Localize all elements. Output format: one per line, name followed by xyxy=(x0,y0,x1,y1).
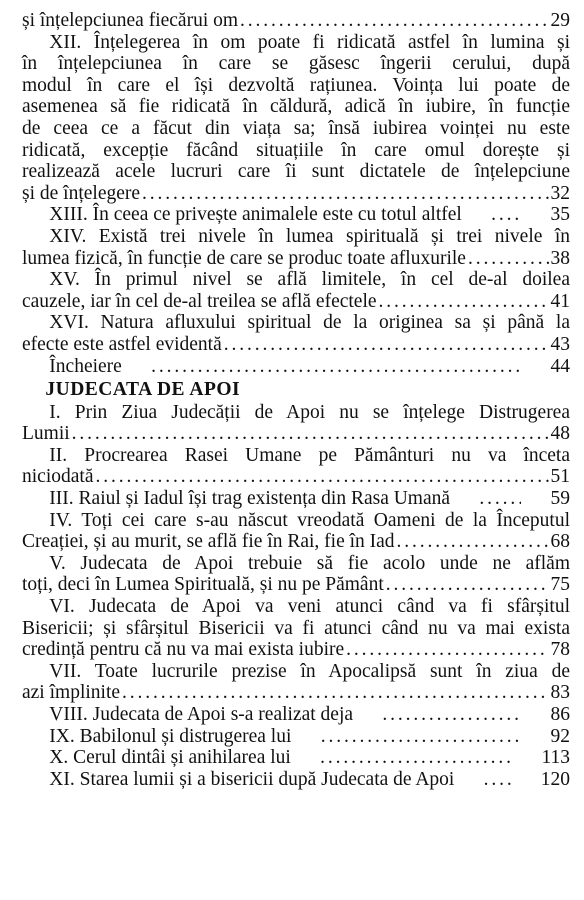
toc-entry-text: modul în care el își dezvoltă rațiunea. Voința lui poate de xyxy=(22,74,570,96)
toc-entry-text: cauzele, iar în cel de-al treilea se află efectele xyxy=(22,290,377,312)
dot-leader xyxy=(95,466,548,488)
dot-leader xyxy=(122,682,548,704)
toc-entry xyxy=(22,747,570,769)
dot-leader xyxy=(464,204,521,226)
page-number: 43 xyxy=(550,333,570,355)
dot-leader xyxy=(142,183,548,205)
page-number: 38 xyxy=(550,247,570,269)
toc-entry-text: XVI. Natura afluxului spiritual de la originea sa și până la xyxy=(49,312,570,334)
toc-entry-text: XIII. În ceea ce privește animalele este cu totul altfel xyxy=(49,204,462,226)
toc-entry-text: efecte este astfel evidentă xyxy=(22,333,222,355)
toc-entry-text: VIII. Judecata de Apoi s-a realizat deja xyxy=(49,704,354,725)
toc-entry xyxy=(22,312,570,355)
toc-entry-text: I. Prin Ziua Judecății de Apoi nu se înțelege Distrugerea xyxy=(49,401,570,423)
toc-entry-text: de ceea ce a făcut din viața sa; însă iubirea voinței nu este xyxy=(22,117,570,139)
dot-leader xyxy=(293,726,521,748)
page-number: 78 xyxy=(550,639,570,661)
toc-entry-text: VII. Toate lucrurile prezise în Apocalipsă sunt în ziua de xyxy=(49,660,570,682)
toc-entry xyxy=(22,661,570,704)
toc-entry-text: IX. Babilonul și distrugerea lui xyxy=(49,725,292,747)
toc-entry-text: XII. Înțelegerea în om poate fi ridicată astfel în lumina și xyxy=(49,31,570,53)
page-number: 48 xyxy=(550,423,570,445)
dot-leader xyxy=(468,248,549,270)
dot-leader xyxy=(240,10,548,32)
table-of-contents xyxy=(22,10,570,790)
page-number: 44 xyxy=(550,355,570,377)
toc-entry-text: XI. Starea lumii și a bisericii după Judecata de Apoi xyxy=(49,768,455,790)
dot-leader xyxy=(124,356,521,378)
toc-entry xyxy=(22,204,570,226)
toc-entry-text: niciodată xyxy=(22,466,94,488)
toc-entry-text: Încheiere xyxy=(49,355,122,377)
toc-entry xyxy=(22,445,570,488)
section-heading: JUDECATA DE APOI xyxy=(45,379,241,401)
toc-entry-text: asemenea să fie ridicată în căldură, adică în iubire, în funcție xyxy=(22,96,570,118)
dot-leader xyxy=(224,334,549,356)
toc-entry-text: și înțelepciunea fiecărui om xyxy=(22,10,239,31)
page-number: 92 xyxy=(550,725,570,747)
toc-entry xyxy=(22,226,570,269)
toc-entry-text: VI. Judecata de Apoi va veni atunci când va fi sfârșitul xyxy=(49,596,570,618)
toc-entry xyxy=(22,269,570,312)
toc-entry-text: X. Cerul dintâi și anihilarea lui xyxy=(49,747,291,769)
page-number: 83 xyxy=(550,682,570,704)
toc-entry-text: realizează acele lucruri care îi sunt dictatele de înțelepciune xyxy=(22,161,570,183)
toc-entry-text: ridicată, excepție făcând situațiile în care omul dorește și xyxy=(22,139,570,161)
dot-leader xyxy=(346,639,548,661)
page-number: 32 xyxy=(550,182,570,204)
toc-entry-text: azi împlinite xyxy=(22,682,121,704)
toc-entry-text: Creației, și au murit, se află fie în Rai, fie în Iad xyxy=(22,531,395,553)
toc-entry xyxy=(22,726,570,748)
toc-entry-text: Lumii xyxy=(22,423,70,445)
toc-entry xyxy=(22,704,570,726)
page-number: 29 xyxy=(550,10,570,31)
toc-entry xyxy=(22,402,570,445)
page-number: 120 xyxy=(540,768,570,790)
toc-entry xyxy=(22,488,570,510)
toc-entry xyxy=(22,769,570,791)
page-number: 51 xyxy=(550,466,570,488)
toc-entry-text: toți, deci în Lumea Spirituală, și nu pe Pământ xyxy=(22,574,384,596)
toc-entry-text: și de înțelegere xyxy=(22,182,141,204)
toc-entry-text: III. Raiul și Iadul își trag existența din Rasa Umană xyxy=(49,488,451,510)
dot-leader xyxy=(72,423,549,445)
toc-entry-text: credință pentru că nu va mai exista iubire xyxy=(22,639,345,661)
toc-entry xyxy=(22,553,570,596)
page-number: 41 xyxy=(550,290,570,312)
page-number: 68 xyxy=(550,531,570,553)
toc-entry-text: XIV. Există trei nivele în lumea spirituală și trei nivele în xyxy=(49,225,570,247)
page-number: 113 xyxy=(541,747,570,769)
toc-entry xyxy=(22,510,570,553)
toc-entry xyxy=(22,10,570,32)
toc-entry-text: lumea fizică, în funcție de care se produc toate afluxurile xyxy=(22,247,466,269)
toc-entry-text: II. Procrearea Rasei Umane pe Pământuri nu va înceta xyxy=(49,444,570,466)
dot-leader xyxy=(293,747,512,769)
page-number: 75 xyxy=(550,574,570,596)
dot-leader xyxy=(355,704,521,726)
toc-entry xyxy=(22,356,570,378)
dot-leader xyxy=(379,291,549,313)
toc-entry-text: IV. Toți cei care s-au născut vreodată Oameni de la Începutul xyxy=(49,509,570,531)
toc-entry xyxy=(22,32,570,205)
page-number: 59 xyxy=(550,488,570,510)
toc-entry-text: XV. În primul nivel se află limitele, în cel de-al doilea xyxy=(49,269,570,291)
dot-leader xyxy=(386,574,549,596)
toc-entry-text: Bisericii; și sfârșitul Bisericii va fi atunci când nu va mai exista xyxy=(22,617,570,639)
toc-entry-text: V. Judecata de Apoi trebuie să fie acolo unde ne aflăm xyxy=(49,552,570,574)
dot-leader xyxy=(456,769,511,791)
dot-leader xyxy=(452,488,521,510)
toc-entry xyxy=(22,596,570,661)
dot-leader xyxy=(397,531,549,553)
toc-entry-text: în înțelepciunea în care se găsesc îngerii cerului, după xyxy=(22,53,570,75)
page-number: 86 xyxy=(550,704,570,725)
page-number: 35 xyxy=(550,204,570,226)
